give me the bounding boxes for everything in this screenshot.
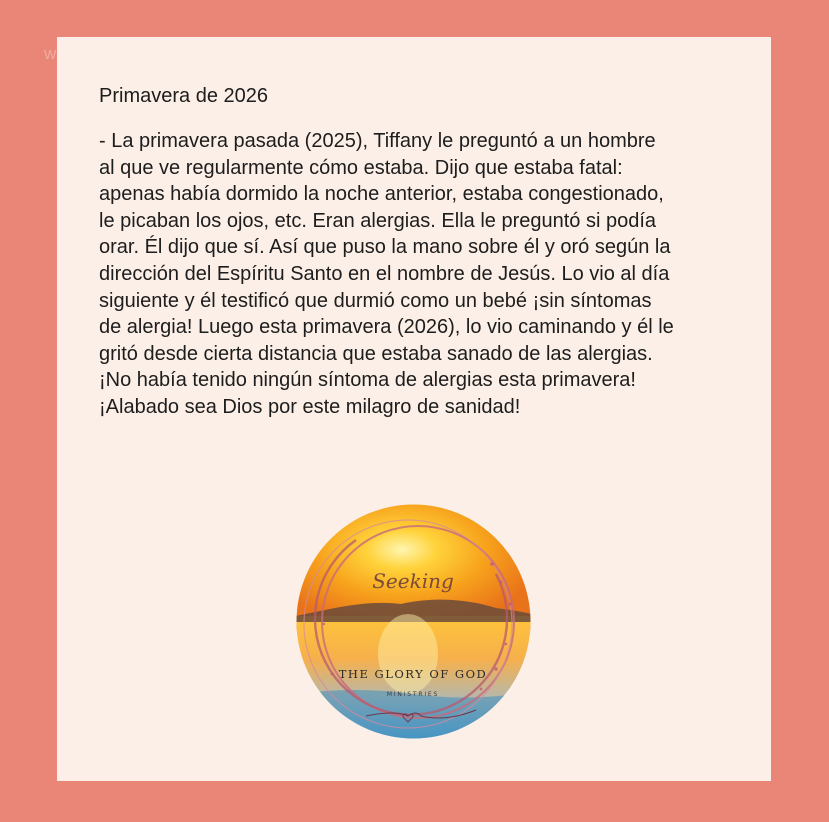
post-body-line: ¡No había tenido ningún síntoma de alergias esta primavera! (99, 369, 636, 392)
post-body-line: dirección del Espíritu Santo en el nombre de Jesús. Lo vio al día (99, 262, 670, 285)
logo-subtitle-text: MINISTRIES (386, 691, 440, 698)
logo-title-text: THE GLORY OF GOD (338, 667, 488, 681)
ministry-logo (296, 504, 531, 739)
post-body-line: le picaban los ojos, etc. Eran alergias. Ella le preguntó si podía (99, 209, 657, 232)
post-body-line: ¡Alabado sea Dios por este milagro de sanidad! (99, 395, 521, 418)
post-body-line: de alergia! Luego esta primavera (2026), lo vio caminando y él le (99, 316, 674, 339)
post-body-line: siguiente y él testificó que durmió como un bebé ¡sin síntomas (99, 289, 652, 312)
post-heading: Primavera de 2026 (99, 85, 268, 107)
post-body-line: orar. Él dijo que sí. Así que puso la mano sobre él y oró según la (99, 236, 671, 259)
ministry-logo-graphic (296, 504, 531, 739)
post-card (57, 37, 771, 781)
post-body-line: al que ve regularmente cómo estaba. Dijo que estaba fatal: (99, 156, 623, 179)
watermark: W (44, 47, 58, 62)
logo-script-text: Seeking (372, 569, 454, 593)
post-body (99, 128, 731, 421)
post-body-line: gritó desde cierta distancia que estaba sanado de las alergias. (99, 342, 653, 365)
post-body-line: - La primavera pasada (2025), Tiffany le preguntó a un hombre (99, 130, 656, 152)
post-body-line: apenas había dormido la noche anterior, estaba congestionado, (99, 183, 664, 206)
